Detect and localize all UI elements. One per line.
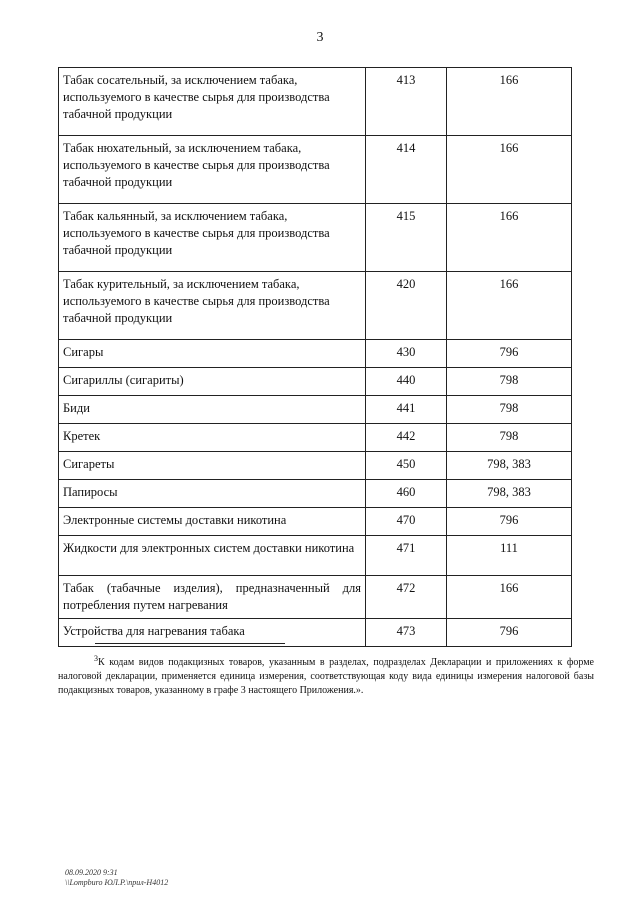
goods-name-cell: Кретек bbox=[59, 424, 366, 452]
unit-code-cell: 798 bbox=[447, 424, 572, 452]
footnote bbox=[58, 652, 594, 698]
goods-name-cell: Электронные системы доставки никотина bbox=[59, 508, 366, 536]
table-row bbox=[59, 396, 572, 424]
goods-name-cell: Папиросы bbox=[59, 480, 366, 508]
unit-code-cell: 166 bbox=[447, 204, 572, 272]
goods-code-cell: 470 bbox=[366, 508, 447, 536]
page-number: 3 bbox=[316, 30, 324, 45]
table-row bbox=[59, 424, 572, 452]
unit-code-cell: 111 bbox=[447, 536, 572, 576]
unit-code-cell: 796 bbox=[447, 340, 572, 368]
table-row bbox=[59, 272, 572, 340]
unit-code-cell: 796 bbox=[447, 619, 572, 647]
stamp-file-path: \\Lompburo ЮЛ.Р.\прил-Н4012 bbox=[65, 878, 169, 887]
goods-code-cell: 442 bbox=[366, 424, 447, 452]
table-row bbox=[59, 576, 572, 619]
table-row bbox=[59, 368, 572, 396]
unit-code-cell: 166 bbox=[447, 576, 572, 619]
goods-name-cell: Сигариллы (сигариты) bbox=[59, 368, 366, 396]
table-row bbox=[59, 452, 572, 480]
goods-name-cell: Биди bbox=[59, 396, 366, 424]
table-row bbox=[59, 204, 572, 272]
goods-code-cell: 441 bbox=[366, 396, 447, 424]
excise-goods-table bbox=[58, 67, 572, 647]
table-row bbox=[59, 480, 572, 508]
table-row bbox=[59, 536, 572, 576]
goods-name-cell: Сигареты bbox=[59, 452, 366, 480]
unit-code-cell: 166 bbox=[447, 272, 572, 340]
goods-code-cell: 472 bbox=[366, 576, 447, 619]
goods-name-cell: Табак кальянный, за исключением табака, используемого в качестве сырья для производства табачной продукции bbox=[59, 204, 366, 272]
goods-name-cell: Жидкости для электронных систем доставки никотина bbox=[59, 536, 366, 576]
goods-code-cell: 430 bbox=[366, 340, 447, 368]
unit-code-cell: 796 bbox=[447, 508, 572, 536]
goods-name-cell: Табак нюхательный, за исключением табака, используемого в качестве сырья для производства табачной продукции bbox=[59, 136, 366, 204]
document-stamp bbox=[65, 868, 168, 888]
goods-code-cell: 450 bbox=[366, 452, 447, 480]
goods-code-cell: 414 bbox=[366, 136, 447, 204]
goods-code-cell: 415 bbox=[366, 204, 447, 272]
unit-code-cell: 798, 383 bbox=[447, 452, 572, 480]
table-row bbox=[59, 68, 572, 136]
goods-code-cell: 460 bbox=[366, 480, 447, 508]
footnote-marker: 3 bbox=[94, 654, 98, 663]
goods-name-cell: Сигары bbox=[59, 340, 366, 368]
unit-code-cell: 166 bbox=[447, 136, 572, 204]
table-row bbox=[59, 340, 572, 368]
goods-code-cell: 413 bbox=[366, 68, 447, 136]
stamp-datetime: 08.09.2020 9:31 bbox=[65, 868, 118, 877]
goods-code-cell: 471 bbox=[366, 536, 447, 576]
goods-name-cell: Устройства для нагревания табака bbox=[59, 619, 366, 647]
goods-code-cell: 473 bbox=[366, 619, 447, 647]
unit-code-cell: 798 bbox=[447, 368, 572, 396]
table-row bbox=[59, 508, 572, 536]
unit-code-cell: 798, 383 bbox=[447, 480, 572, 508]
table-row bbox=[59, 136, 572, 204]
footnote-divider bbox=[95, 643, 285, 644]
goods-name-cell: Табак сосательный, за исключением табака, используемого в качестве сырья для производства табачной продукции bbox=[59, 68, 366, 136]
goods-name-cell: Табак (табачные изделия), предназначенный для потребления путем нагревания bbox=[59, 576, 366, 619]
goods-code-cell: 440 bbox=[366, 368, 447, 396]
goods-code-cell: 420 bbox=[366, 272, 447, 340]
unit-code-cell: 166 bbox=[447, 68, 572, 136]
goods-name-cell: Табак курительный, за исключением табака, используемого в качестве сырья для производства табачной продукции bbox=[59, 272, 366, 340]
unit-code-cell: 798 bbox=[447, 396, 572, 424]
footnote-text: К кодам видов подакцизных товаров, указанным в разделах, подразделах Декларации и приложениях к форме налоговой декларации, применяется единица измерения, соответствующая коду вида единицы измерения налоговой базы подакцизных товаров, указанному в графе 3 настоящего Приложения.». bbox=[58, 657, 594, 696]
